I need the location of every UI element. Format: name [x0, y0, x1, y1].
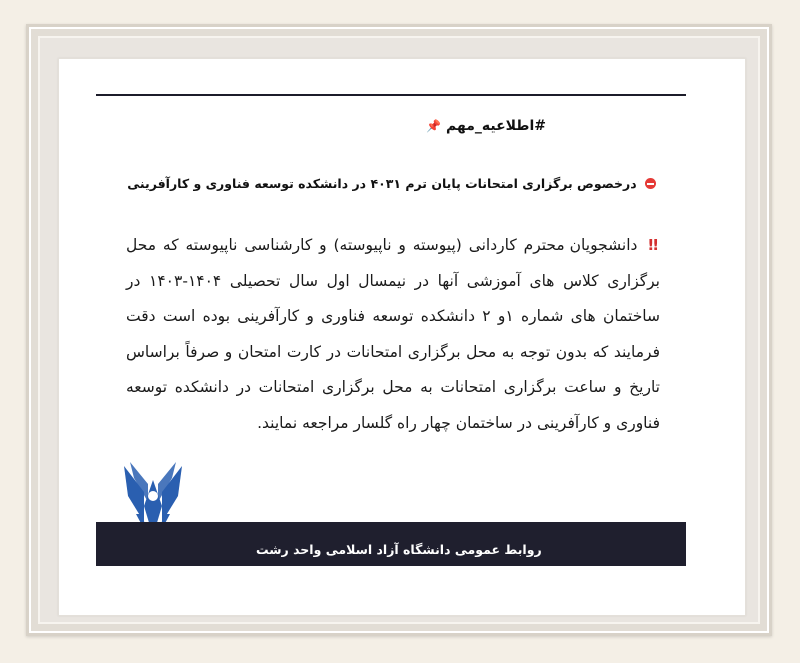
announcement-body: [126, 228, 660, 441]
announcement-card: [96, 94, 686, 566]
pushpin-icon: 📌: [426, 119, 442, 133]
announcement-subject: [126, 176, 656, 191]
card-top-border: [96, 94, 686, 96]
hashtag-text: #اطلاعیه_مهم: [445, 118, 546, 134]
double-exclamation-icon: ‼: [648, 236, 661, 254]
footer-text: روابط عمومی دانشگاه آزاد اسلامی واحد رشت: [256, 542, 542, 557]
body-text: دانشجویان محترم کاردانی (پیوسته و ناپیوسته) و کارشناسی ناپیوسته که محل برگزاری کلاس های آموزشی آنها در نیمسال اول سال تحصیلی ۱۴۰۴-۱۴۰۳ در ساختمان های شماره ۱و ۲ دانشکده توسعه فناوری و کارآفرینی بوده است دقت فرمایند که بدون توجه به محل برگزاری امتحانات در کارت امتحان و صرفاً براساس تاریخ و ساعت برگزاری امتحانات به محل برگزاری امتحانات در دانشکده توسعه فناوری و کارآفرینی در ساختمان چهار راه گلسار مراجعه نمایند.: [126, 236, 660, 432]
hashtag-heading: [422, 118, 546, 134]
no-entry-icon: [645, 178, 656, 189]
footer-bar: [96, 522, 686, 566]
subject-text: درخصوص برگزاری امتحانات پایان ترم ۴۰۳۱ در دانشکده توسعه فناوری و کارآفرینی: [127, 176, 637, 191]
